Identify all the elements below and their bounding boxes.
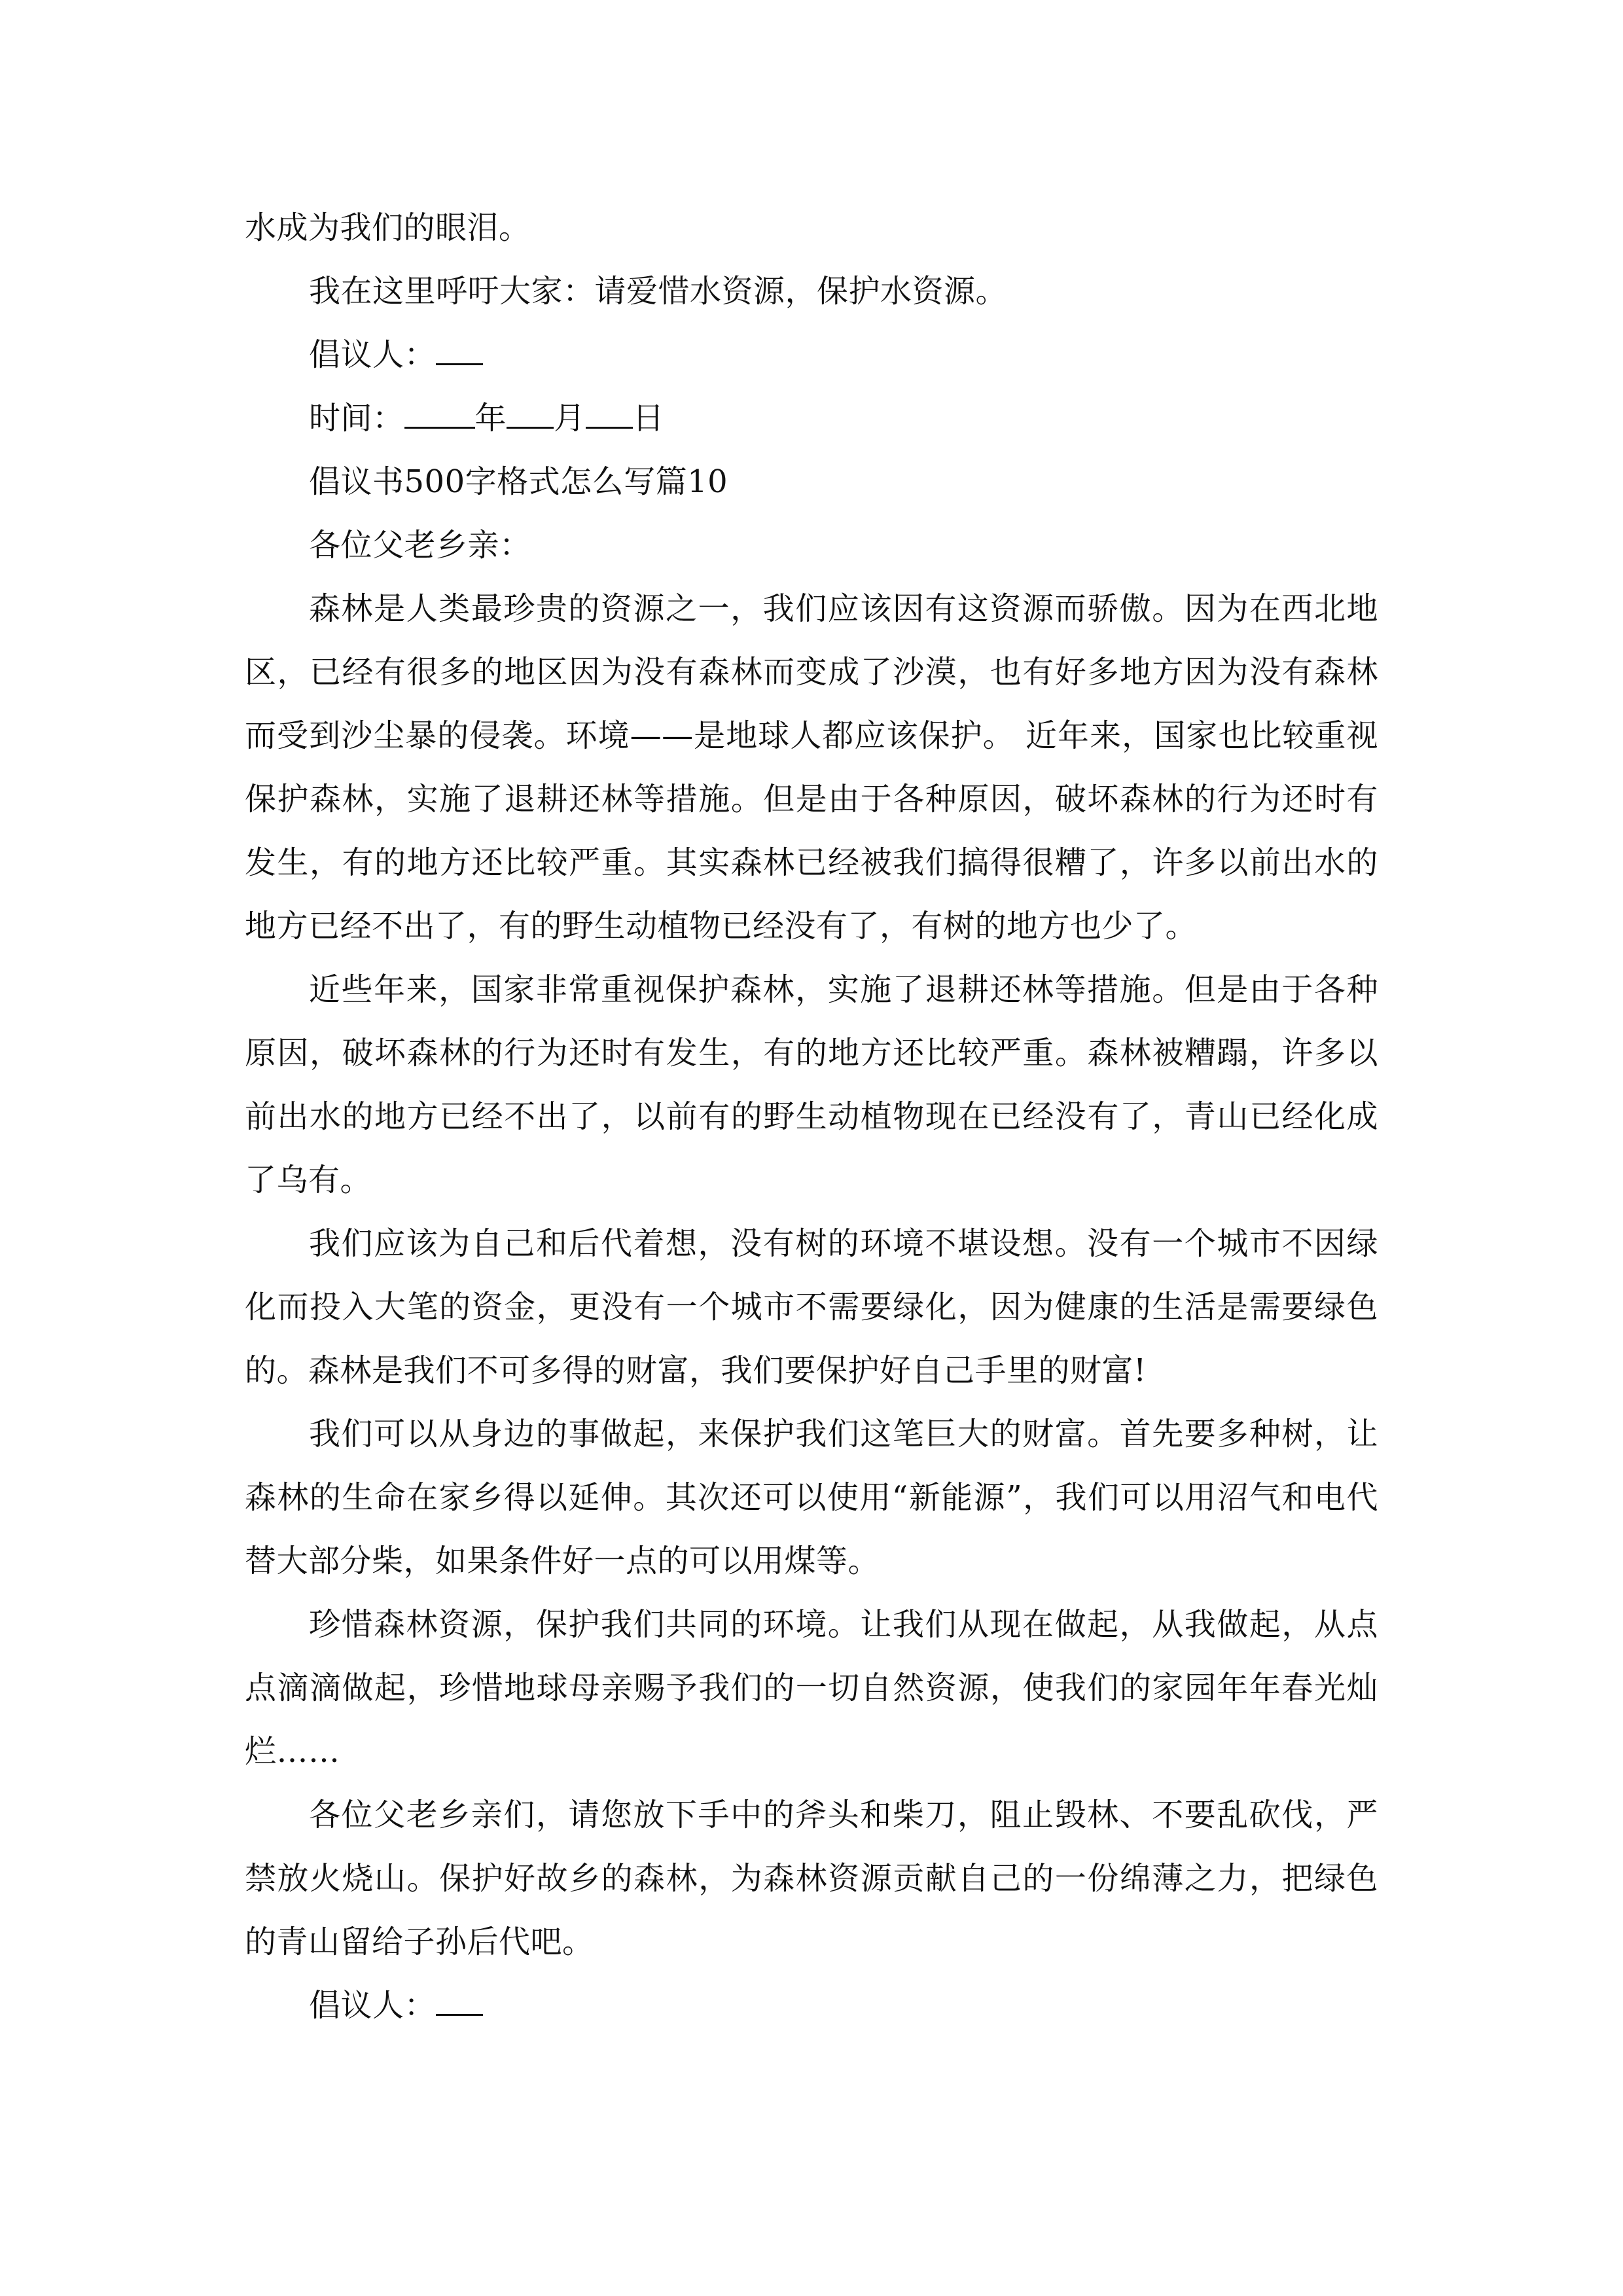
date-line	[245, 387, 1378, 450]
year-label: 年	[474, 400, 507, 437]
paragraph-appeal-water: 我在这里呼吁大家：请爱惜水资源，保护水资源。	[309, 273, 1008, 310]
signature-blank	[436, 1985, 483, 2016]
paragraph-appeal-villagers: 各位父老乡亲们，请您放下手中的斧头和柴刀，阻止毁林、不要乱砍伐，严禁放火烧山。保护好故乡的森林，为森林资源贡献自己的一份绵薄之力，把绿色的青山留给子孙后代吧。	[245, 1797, 1378, 1960]
paragraph-action: 我们可以从身边的事做起，来保护我们这笔巨大的财富。首先要多种树，让森林的生命在家乡得以延伸。其次还可以使用“新能源”，我们可以用沼气和电代替大部分柴，如果条件好一点的可以用煤等。	[245, 1416, 1378, 1579]
signature-label: 倡议人：	[309, 1987, 437, 2024]
paragraph-forest-intro: 森林是人类最珍贵的资源之一，我们应该因有这资源而骄傲。因为在西北地区，已经有很多的地区因为没有森林而变成了沙漠，也有好多地方因为没有森林而受到沙尘暴的侵袭。环境——是地球人都应该保护。 近年来，国家也比较重视保护森林，实施了退耕还林等措施。但是由于各种原因，破坏森林的行为还时有发生，有的地方还比较严重。其实森林已经被我们搞得很糟了，许多以前出水的地方已经不出了，有的野生动植物已经没有了，有树的地方也少了。	[245, 590, 1378, 944]
signature-label: 倡议人：	[309, 336, 437, 373]
year-blank	[404, 398, 475, 429]
paragraph-forest-recent: 近些年来，国家非常重视保护森林，实施了退耕还林等措施。但是由于各种原因，破坏森林的行为还时有发生，有的地方还比较严重。森林被糟蹋，许多以前出水的地方已经不出了，以前有的野生动植物现在已经没有了，青山已经化成了乌有。	[245, 971, 1378, 1198]
month-label: 月	[554, 400, 586, 437]
paragraph-cherish: 珍惜森林资源，保护我们共同的环境。让我们从现在做起，从我做起，从点点滴滴做起，珍惜地球母亲赐予我们的一切自然资源，使我们的家园年年春光灿烂……	[245, 1606, 1378, 1770]
signature-blank	[436, 334, 483, 365]
section-heading: 倡议书500字格式怎么写篇10	[309, 463, 728, 500]
paragraph-future: 我们应该为自己和后代着想，没有树的环境不堪设想。没有一个城市不因绿化而投入大笔的资金，更没有一个城市不需要绿化，因为健康的生活是需要绿色的。森林是我们不可多得的财富，我们要保护好自己手里的财富!	[245, 1225, 1378, 1389]
month-blank	[507, 398, 554, 429]
document-body	[245, 196, 1378, 2037]
paragraph-continued: 水成为我们的眼泪。	[245, 209, 531, 246]
date-label: 时间：	[309, 400, 404, 437]
day-blank	[586, 398, 633, 429]
day-label: 日	[632, 400, 665, 437]
signature-line-1	[245, 323, 1378, 387]
salutation: 各位父老乡亲：	[309, 527, 531, 564]
signature-line-2	[245, 1974, 1378, 2037]
